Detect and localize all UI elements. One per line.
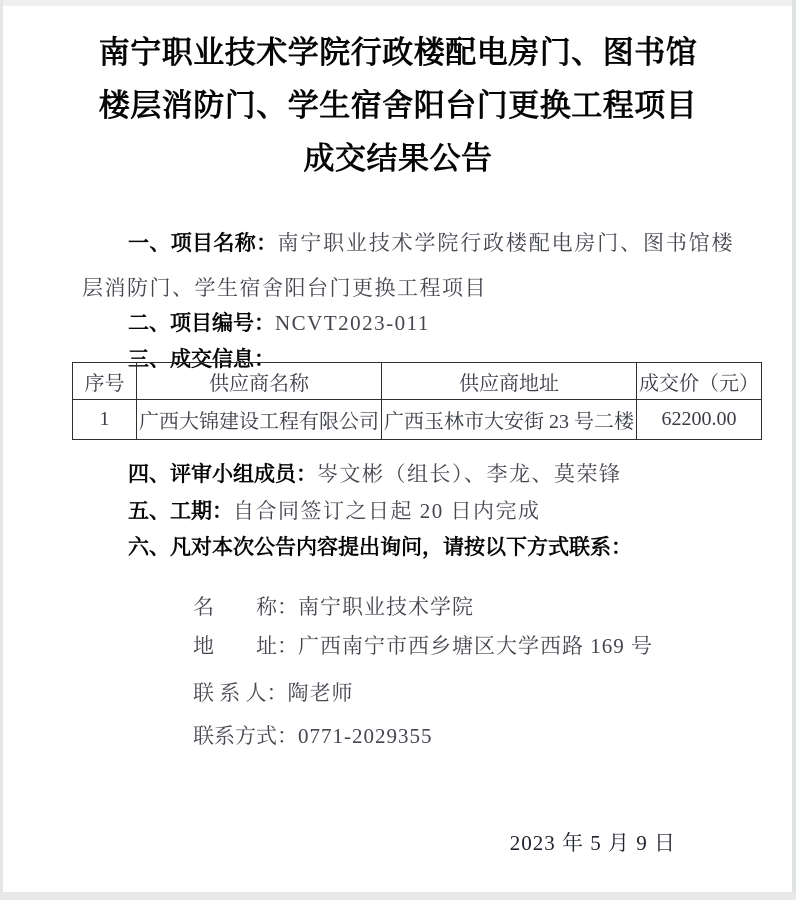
award-table-cell-no: 1 xyxy=(73,400,137,440)
section-project-number-value: NCVT2023-011 xyxy=(275,311,430,335)
award-table-cell-addr: 广西玉林市大安街 23 号二楼 xyxy=(382,400,637,440)
section-project-name-label: 一、项目名称： xyxy=(128,231,278,255)
award-table xyxy=(72,362,762,440)
award-table-header-price: 成交价（元） xyxy=(637,363,762,400)
section-project-number-label: 二、项目编号： xyxy=(128,311,275,335)
contact-name-value: 南宁职业技术学院 xyxy=(298,595,474,619)
section-inquiry xyxy=(82,525,734,570)
section-award-info-label: 三、成交信息： xyxy=(128,347,275,371)
award-table-cell-price: 62200.00 xyxy=(637,400,762,440)
section-duration-value: 自合同签订之日起 20 日内完成 xyxy=(233,499,541,523)
section-project-name-value: 南宁职业技术学院行政楼配电房门、图书馆楼层消防门、学生宿舍阳台门更换工程项目 xyxy=(82,231,735,300)
section-inquiry-label: 六、凡对本次公告内容提出询问，请按以下方式联系： xyxy=(128,535,632,559)
award-table-header-no: 序号 xyxy=(73,363,137,400)
document-title-line-3: 成交结果公告 xyxy=(303,141,493,176)
section-project-name xyxy=(82,221,734,311)
document-date: 2023 年 5 月 9 日 xyxy=(509,831,676,855)
award-table-row xyxy=(73,400,762,440)
award-table-header-name: 供应商名称 xyxy=(137,363,382,400)
document-title-line-2: 楼层消防门、学生宿舍阳台门更换工程项目 xyxy=(98,88,698,123)
document-title xyxy=(0,26,796,185)
contact-person-label: 联 系 人： xyxy=(193,681,288,705)
contact-person-value: 陶老师 xyxy=(287,681,354,705)
page-edge-bottom xyxy=(0,892,796,900)
contact-address-value: 广西南宁市西乡塘区大学西路 169 号 xyxy=(298,634,653,658)
section-review-panel-value: 岑文彬（组长）、李龙、莫荣锋 xyxy=(317,462,622,486)
contact-phone-value: 0771-2029355 xyxy=(298,724,433,748)
contact-name-label: 名 称： xyxy=(193,595,298,619)
award-table-cell-name: 广西大锦建设工程有限公司 xyxy=(137,400,382,440)
award-table-header-addr: 供应商地址 xyxy=(382,363,637,400)
contact-phone-label: 联系方式： xyxy=(193,724,298,748)
contact-address-label: 地 址： xyxy=(193,634,298,658)
section-duration-label: 五、工期： xyxy=(128,499,233,523)
contact-phone xyxy=(172,695,433,775)
document-title-line-1: 南宁职业技术学院行政楼配电房门、图书馆 xyxy=(98,35,698,70)
section-review-panel-label: 四、评审小组成员： xyxy=(128,462,317,486)
award-table-header-row xyxy=(73,363,762,400)
page-edge-top xyxy=(0,0,796,6)
